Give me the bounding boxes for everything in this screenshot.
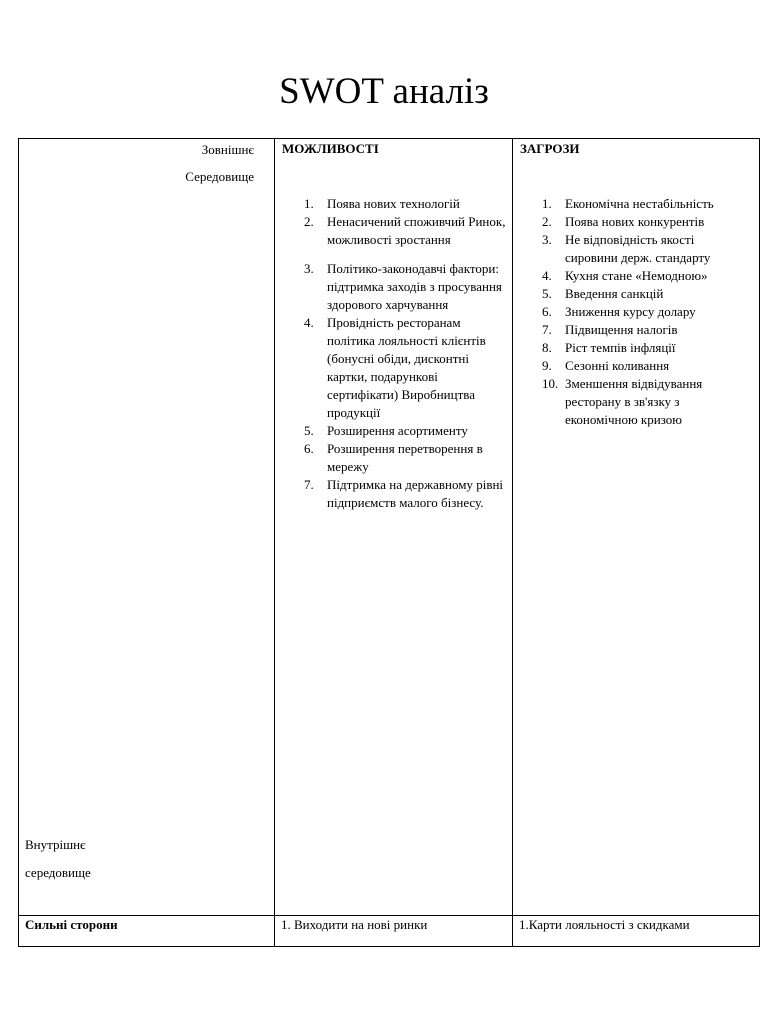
list-item: 6. Зниження курсу долару	[542, 304, 696, 319]
list-spacer	[304, 249, 508, 260]
list-item: 7. Підвищення налогів	[542, 322, 678, 337]
list-item: 1. Поява нових технологій	[304, 196, 460, 211]
strengths-label: Сильні сторони	[25, 917, 118, 932]
list-item: 2. Поява нових конкурентів	[542, 214, 705, 229]
list-item: 1. Економічна нестабільність	[542, 196, 714, 211]
threats-header: ЗАГРОЗИ	[520, 141, 580, 156]
strengths-opportunities-text: 1. Виходити на нові ринки	[281, 917, 428, 932]
external-label-line1: Зовнішнє	[201, 142, 254, 157]
strengths-label-cell	[19, 916, 275, 946]
page-title: SWOT аналіз	[279, 71, 489, 112]
list-item: 10. Зменшення відвідування ресторану в зв'язку з економічною кризою	[542, 376, 703, 427]
strengths-threats-text: 1.Карти лояльності з скидками	[519, 917, 690, 932]
list-item: 3. Політико-законодавчі фактори: підтримка заходів з просування здорового харчування	[304, 261, 502, 312]
corner-cell	[19, 139, 275, 916]
list-item: 3. Не відповідність якості сировини держ. стандарту	[542, 232, 711, 265]
strengths-threats-cell	[513, 916, 759, 946]
list-item: 2. Ненасичений споживчий Ринок, можливості зростання	[304, 214, 506, 247]
list-item: 5. Введення санкцій	[542, 286, 664, 301]
opportunities-cell	[275, 139, 513, 916]
list-item: 5. Розширення асортименту	[304, 423, 468, 438]
internal-label-line1: Внутрішнє	[25, 837, 86, 852]
list-item: 7. Підтримка на державному рівні підприємств малого бізнесу.	[304, 477, 504, 510]
swot-table	[18, 138, 760, 947]
external-label-line2: Середовище	[185, 169, 254, 184]
opportunities-header: МОЖЛИВОСТІ	[282, 141, 379, 156]
threats-cell	[513, 139, 759, 916]
strengths-opportunities-cell	[275, 916, 513, 946]
internal-label-line2: середовище	[25, 865, 91, 880]
threats-list	[542, 195, 747, 429]
list-item: 4. Провідність ресторанам політика лояльності клієнтів (бонусні обіди, дисконтні картки, подарункові сертифікати) Виробництва продукції	[304, 315, 486, 420]
list-item: 9. Сезонні коливання	[542, 358, 670, 373]
list-item: 4. Кухня стане «Немодною»	[542, 268, 708, 283]
list-item: 8. Ріст темпів інфляції	[542, 340, 676, 355]
list-item: 6. Розширення перетворення в мережу	[304, 441, 483, 474]
opportunities-list	[304, 195, 508, 512]
